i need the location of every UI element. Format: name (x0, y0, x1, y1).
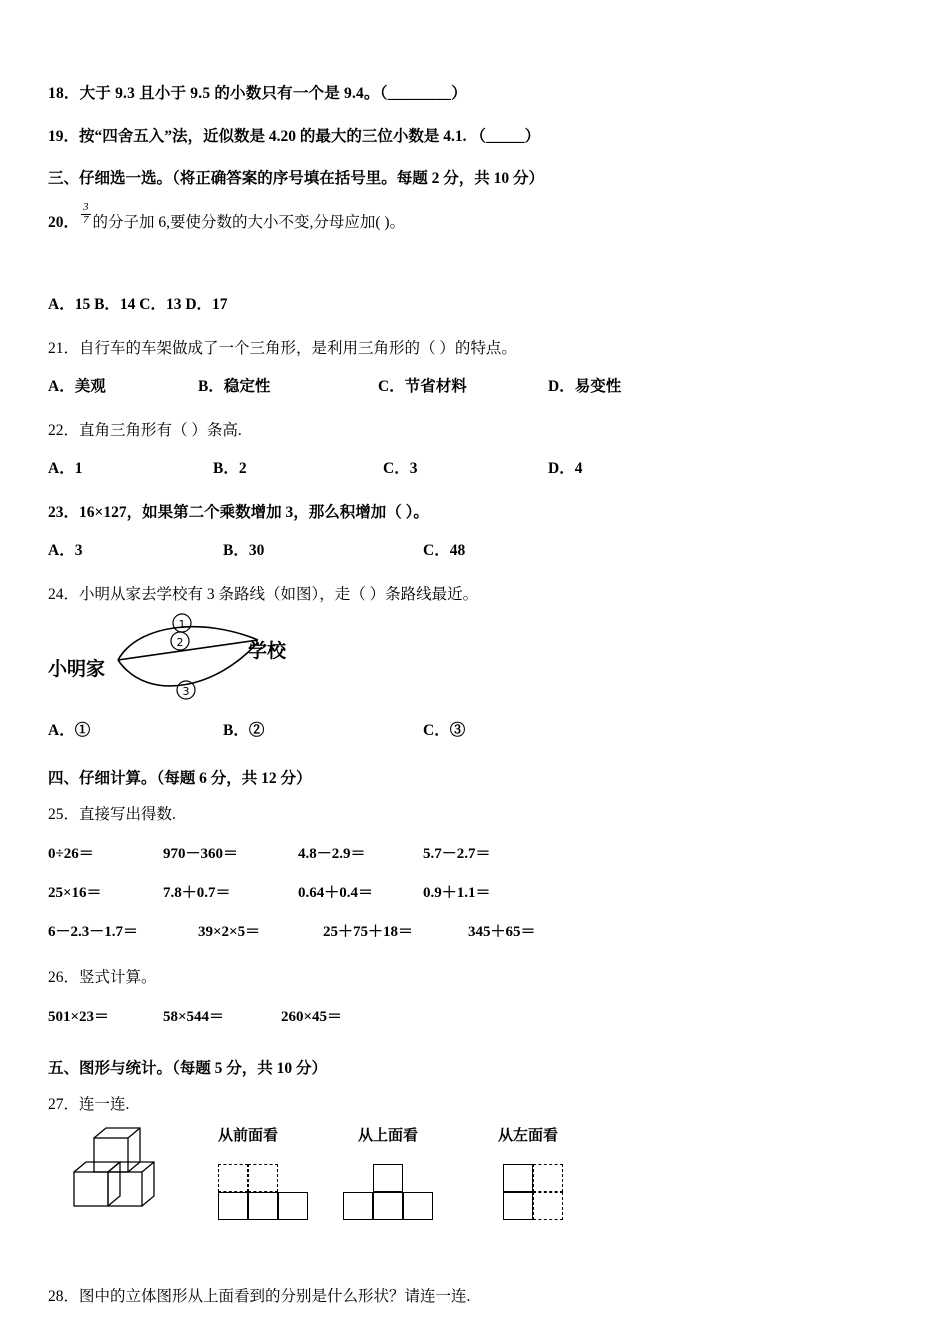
expr-4: 5.7－2.7＝ (423, 846, 491, 863)
caption-top-view: 从上面看 (358, 1126, 419, 1145)
expr-3: 25＋75＋18＝ (323, 924, 414, 941)
expr-3: 4.8－2.9＝ (298, 846, 366, 863)
question-20-prefix: 20． (48, 213, 80, 231)
q26-row (48, 1005, 648, 1026)
expr-1: 0÷26＝ (48, 846, 94, 863)
question-20-options: A．15 B．14 C．13 D．17 (48, 296, 228, 314)
question-24: 24．小明从家去学校有 3 条路线（如图），走（ ）条路线最近。 (48, 586, 479, 604)
expr-2: 970－360＝ (163, 846, 239, 863)
expr-2: 7.8＋0.7＝ (163, 885, 231, 902)
section-heading-3: 三、仔细选一选。（将正确答案的序号填在括号里。每题 2 分，共 10 分） (48, 169, 545, 187)
question-20-text: 的分子加 6,要使分数的大小不变,分母应加( )。 (92, 213, 406, 231)
route-diagram-svg (108, 612, 308, 712)
option-d[interactable]: D．易变性 (548, 378, 622, 396)
option-a[interactable]: A．3 (48, 542, 83, 560)
option-b[interactable]: B．稳定性 (198, 378, 271, 396)
figure-label-school: 学校 (248, 640, 287, 663)
question-22: 22．直角三角形有（ ）条高. (48, 422, 242, 440)
question-27: 27．连一连. (48, 1096, 130, 1114)
expr-1: 501×23＝ (48, 1009, 110, 1026)
expr-1: 6－2.3－1.7＝ (48, 924, 139, 941)
option-c[interactable]: C．48 (423, 542, 466, 560)
question-18: 18．大于 9.3 且小于 9.5 的小数只有一个是 9.4。（________） (48, 85, 467, 102)
expr-3: 0.64＋0.4＝ (298, 885, 374, 902)
fraction-three-sevenths (81, 202, 91, 226)
fraction-numerator: 3 (83, 200, 89, 213)
expr-2: 39×2×5＝ (198, 924, 261, 941)
figure-label-home: 小明家 (48, 658, 106, 681)
exam-content (48, 86, 648, 1306)
caption-left-view: 从左面看 (498, 1126, 559, 1145)
option-c[interactable]: C．节省材料 (378, 378, 467, 396)
expr-1: 25×16＝ (48, 885, 102, 902)
option-a[interactable]: A．美观 (48, 378, 106, 396)
svg-text:3: 3 (182, 685, 190, 699)
option-d[interactable]: D．4 (548, 460, 583, 478)
expr-4: 345＋65＝ (468, 924, 536, 941)
option-a[interactable]: A．① (48, 722, 91, 740)
question-27-figure (48, 1124, 648, 1254)
question-20 (48, 200, 648, 235)
question-28: 28．图中的立体图形从上面看到的分别是什么形状？请连一连. (48, 1288, 471, 1306)
question-25: 25．直接写出得数. (48, 806, 176, 824)
option-b[interactable]: B．2 (213, 460, 247, 478)
option-b[interactable]: B．② (223, 722, 265, 740)
question-24-options (48, 718, 648, 740)
expr-2: 58×544＝ (163, 1009, 225, 1026)
option-b[interactable]: B．30 (223, 542, 265, 560)
caption-front-view: 从前面看 (218, 1126, 279, 1145)
section-heading-5: 五、图形与统计。（每题 5 分，共 10 分） (48, 1060, 328, 1078)
question-19: 19．按“四舍五入”法，近似数是 4.20 的最大的三位小数是 4.1. （_____） (48, 127, 541, 145)
expr-4: 0.9＋1.1＝ (423, 885, 491, 902)
q25-row-3 (48, 920, 648, 941)
svg-text:1: 1 (178, 618, 186, 632)
question-23-options (48, 538, 648, 560)
option-a[interactable]: A．1 (48, 460, 83, 478)
question-21: 21．自行车的车架做成了一个三角形，是利用三角形的（ ）的特点。 (48, 340, 517, 358)
svg-text:2: 2 (176, 636, 184, 650)
option-c[interactable]: C．3 (383, 460, 418, 478)
question-21-options (48, 374, 648, 396)
q25-row-2 (48, 881, 648, 902)
option-c[interactable]: C．③ (423, 722, 466, 740)
cube-stack-icon (58, 1124, 183, 1224)
q25-row-1 (48, 842, 648, 863)
question-22-options (48, 456, 648, 478)
question-23: 23．16×127，如果第二个乘数增加 3，那么积增加（ ）。 (48, 504, 429, 522)
question-26: 26．竖式计算。 (48, 969, 157, 987)
expr-3: 260×45＝ (281, 1009, 343, 1026)
question-24-figure (48, 612, 648, 712)
section-heading-4: 四、仔细计算。（每题 6 分，共 12 分） (48, 770, 312, 788)
fraction-denominator: 7 (83, 213, 89, 226)
